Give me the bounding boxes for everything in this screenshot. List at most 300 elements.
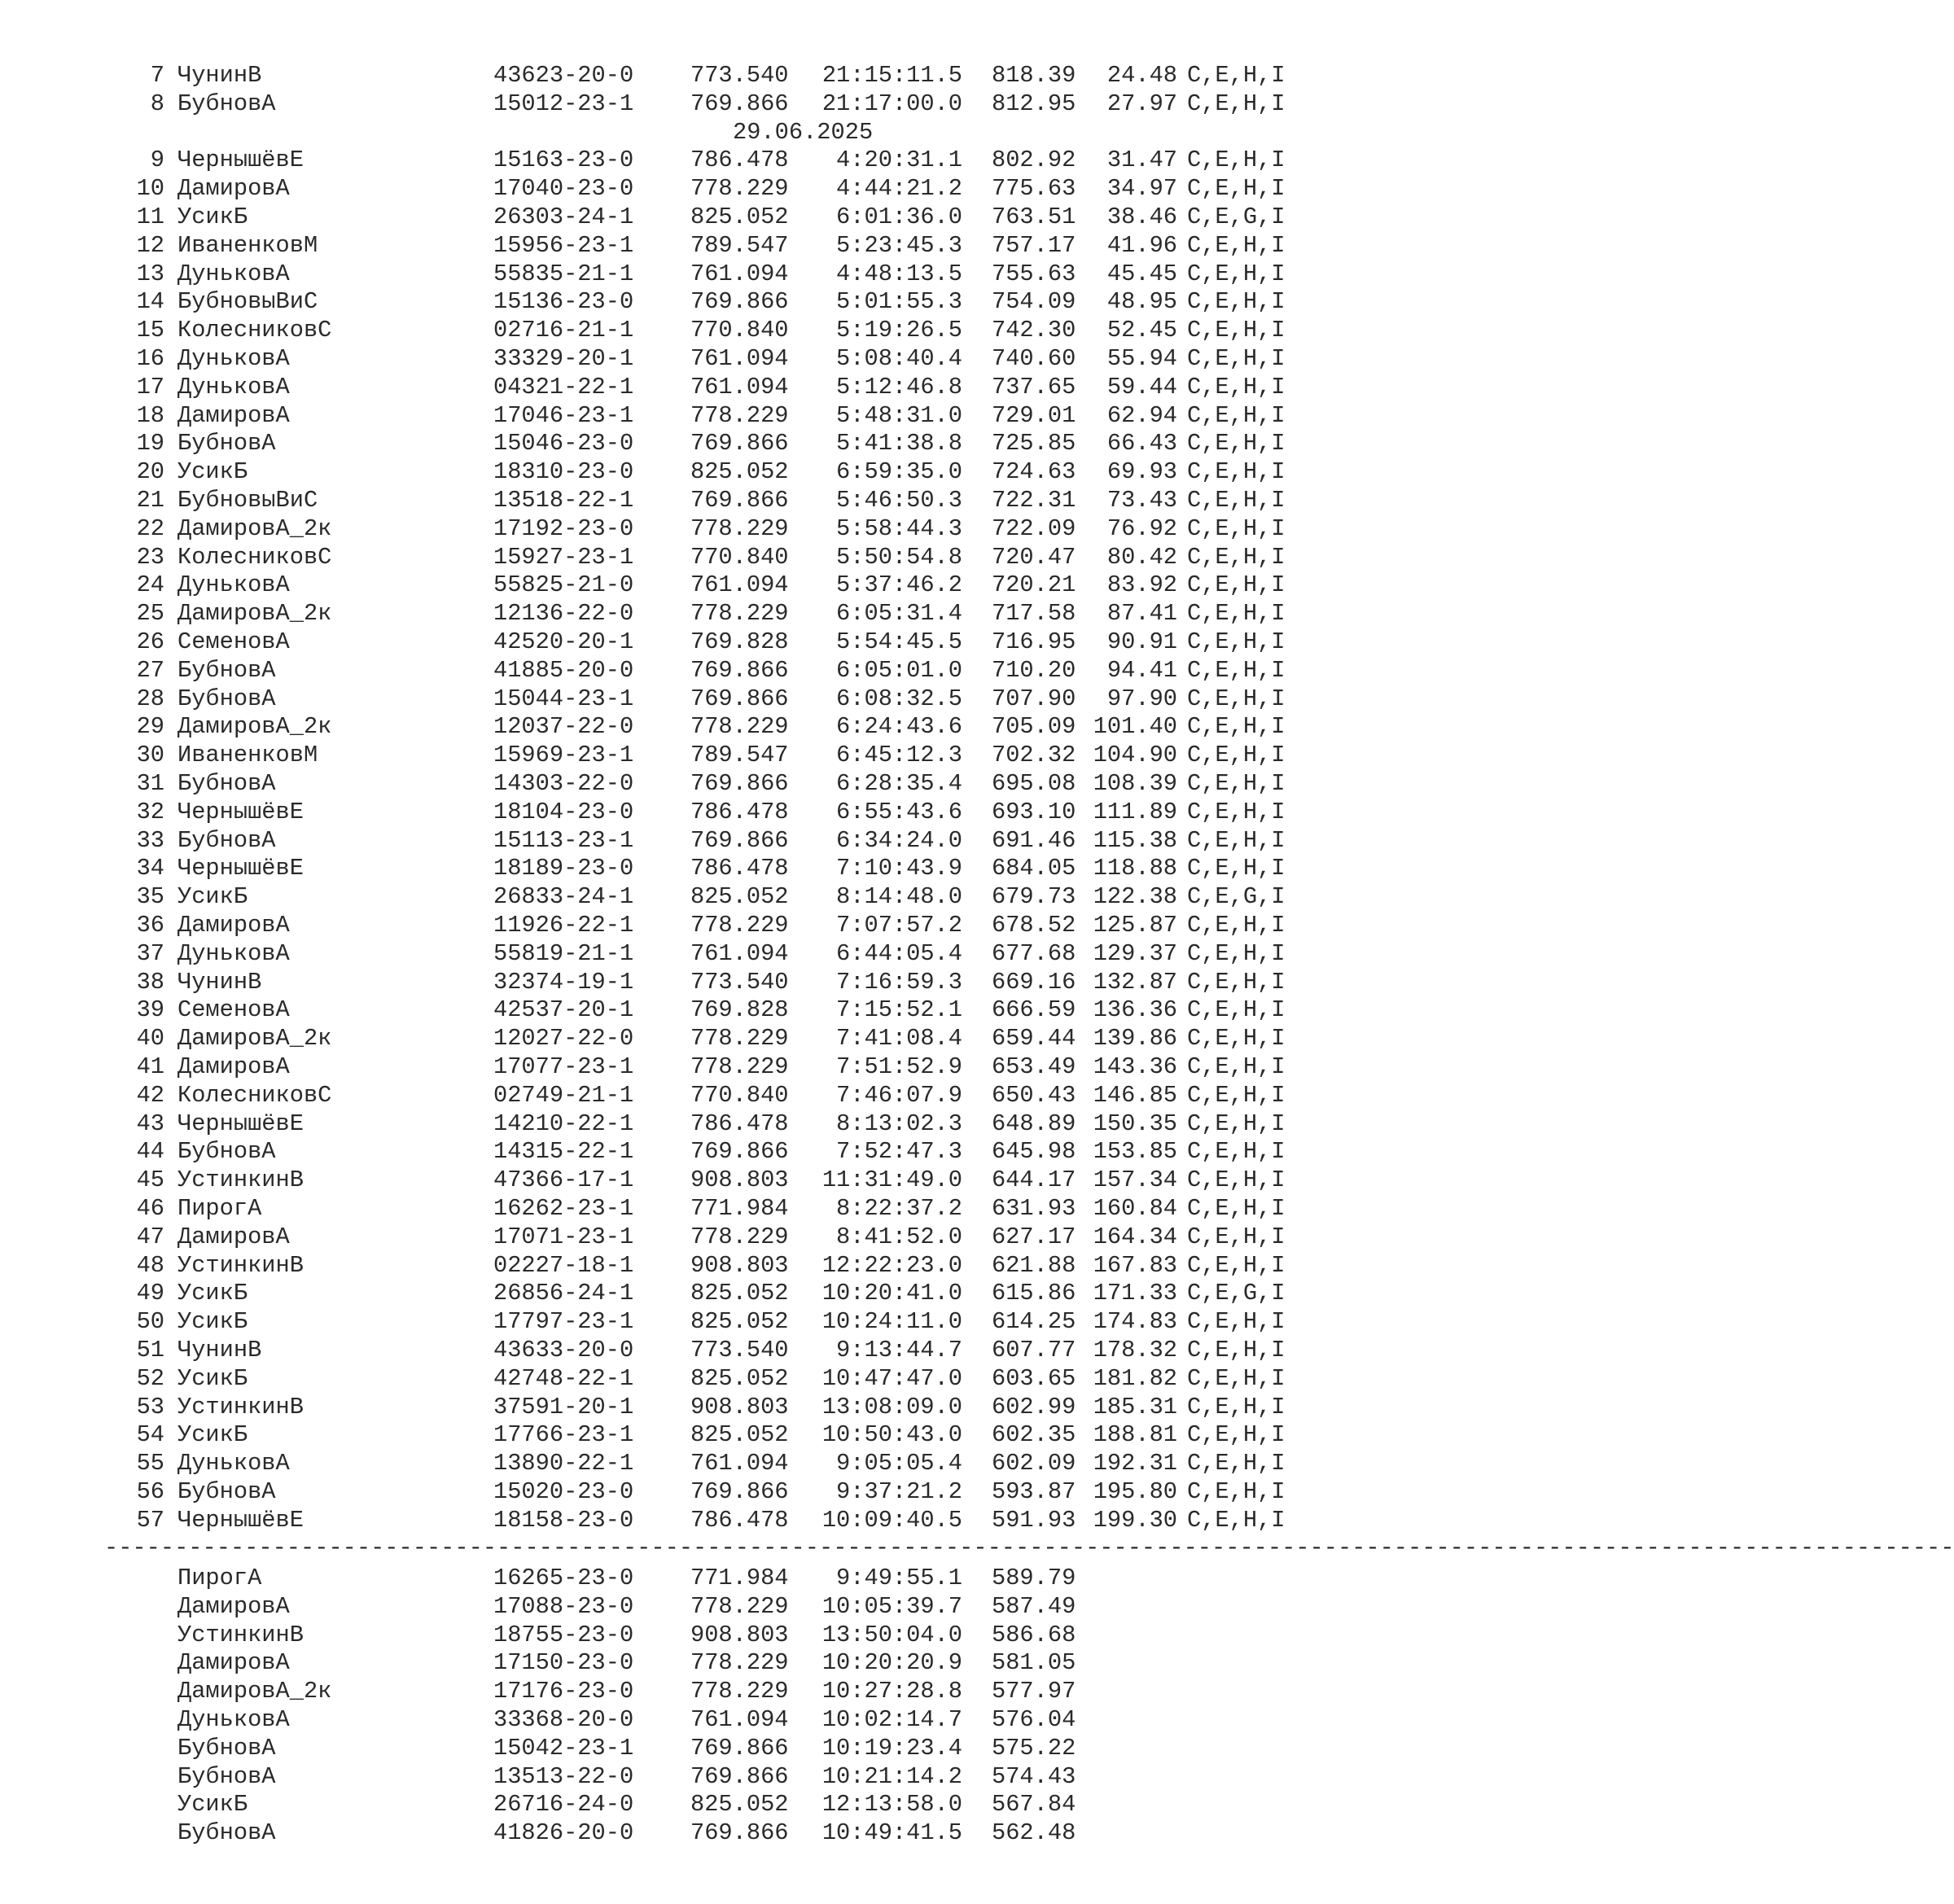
owner-name: ЧернышёвЕ xyxy=(177,1506,304,1534)
coefficient: 83.92 xyxy=(1106,571,1177,599)
flags: C,E,H,I xyxy=(1187,996,1286,1024)
speed: 581.05 xyxy=(992,1649,1076,1677)
flags: C,E,H,I xyxy=(1187,430,1286,457)
speed: 702.32 xyxy=(992,742,1076,769)
distance: 778.229 xyxy=(690,175,789,203)
ring-number: 41885-20-0 xyxy=(493,656,634,684)
speed: 725.85 xyxy=(992,430,1076,457)
place-number: 53 xyxy=(136,1393,164,1420)
distance: 908.803 xyxy=(690,1621,789,1648)
speed: 587.49 xyxy=(992,1592,1076,1620)
coefficient: 136.36 xyxy=(1093,996,1177,1024)
flags: C,E,H,I xyxy=(1187,401,1286,429)
place-number: 19 xyxy=(136,430,164,457)
arrival-time: 10:05:39.7 xyxy=(821,1592,962,1620)
place-number: 54 xyxy=(136,1421,164,1449)
arrival-time: 10:47:47.0 xyxy=(821,1364,962,1392)
speed: 614.25 xyxy=(992,1308,1076,1336)
ring-number: 15956-23-1 xyxy=(493,231,634,259)
ring-number: 17088-23-0 xyxy=(493,1592,634,1620)
ring-number: 55819-21-1 xyxy=(493,939,634,967)
arrival-time: 8:41:52.0 xyxy=(836,1223,962,1250)
distance: 825.052 xyxy=(690,204,789,230)
speed: 775.63 xyxy=(992,175,1076,203)
flags: C,E,H,I xyxy=(1187,1081,1286,1109)
separator-line: ------------------------------------------------------------------------------------------------------------------------------------ xyxy=(104,1534,1954,1561)
arrival-time: 5:37:46.2 xyxy=(836,571,962,599)
ring-number: 15136-23-0 xyxy=(493,288,634,316)
ring-number: 12037-22-0 xyxy=(493,713,634,741)
owner-name: УсикБ xyxy=(177,1421,248,1449)
arrival-time: 7:10:43.9 xyxy=(836,855,962,882)
distance: 786.478 xyxy=(690,1110,789,1137)
coefficient: 178.32 xyxy=(1093,1337,1177,1363)
place-number: 36 xyxy=(136,912,164,939)
ring-number: 18755-23-0 xyxy=(493,1621,634,1648)
coefficient: 41.96 xyxy=(1106,231,1177,259)
distance: 786.478 xyxy=(690,798,789,825)
owner-name: БубновА xyxy=(177,656,276,684)
flags: C,E,G,I xyxy=(1187,1280,1286,1307)
ring-number: 13518-22-1 xyxy=(493,487,634,514)
coefficient: 27.97 xyxy=(1106,90,1177,117)
distance: 761.094 xyxy=(690,1450,789,1477)
place-number: 21 xyxy=(136,487,164,514)
coefficient: 160.84 xyxy=(1093,1195,1177,1222)
owner-name: БубновА xyxy=(177,770,276,797)
speed: 603.65 xyxy=(992,1364,1076,1392)
flags: C,E,H,I xyxy=(1187,939,1286,967)
place-number: 46 xyxy=(136,1195,164,1222)
ring-number: 18310-23-0 xyxy=(493,458,634,486)
speed: 574.43 xyxy=(992,1762,1076,1790)
place-number: 43 xyxy=(136,1110,164,1137)
arrival-time: 5:23:45.3 xyxy=(836,231,962,259)
arrival-time: 10:19:23.4 xyxy=(821,1734,962,1762)
place-number: 16 xyxy=(136,345,164,372)
coefficient: 195.80 xyxy=(1093,1478,1177,1505)
place-number: 9 xyxy=(150,147,164,174)
arrival-time: 13:08:09.0 xyxy=(821,1393,962,1420)
distance: 770.840 xyxy=(690,317,789,344)
distance: 771.984 xyxy=(690,1195,789,1222)
flags: C,E,H,I xyxy=(1187,628,1286,655)
owner-name: ДамировА xyxy=(177,912,290,939)
ring-number: 17077-23-1 xyxy=(493,1053,634,1080)
owner-name: ДуньковА xyxy=(177,373,290,400)
coefficient: 164.34 xyxy=(1093,1223,1177,1250)
place-number: 24 xyxy=(136,571,164,599)
coefficient: 171.33 xyxy=(1093,1280,1177,1307)
coefficient: 157.34 xyxy=(1093,1166,1177,1194)
speed: 621.88 xyxy=(992,1251,1076,1279)
flags: C,E,H,I xyxy=(1187,770,1286,797)
speed: 644.17 xyxy=(992,1166,1076,1194)
speed: 720.47 xyxy=(992,543,1076,571)
arrival-time: 7:16:59.3 xyxy=(836,968,962,996)
place-number: 50 xyxy=(136,1308,164,1336)
speed: 742.30 xyxy=(992,317,1076,344)
owner-name: ПирогА xyxy=(177,1565,262,1591)
place-number: 34 xyxy=(136,855,164,882)
arrival-time: 9:13:44.7 xyxy=(836,1337,962,1363)
place-number: 23 xyxy=(136,543,164,571)
coefficient: 24.48 xyxy=(1106,62,1177,89)
flags: C,E,H,I xyxy=(1187,1337,1286,1363)
distance: 773.540 xyxy=(690,62,789,89)
speed: 707.90 xyxy=(992,685,1076,712)
owner-name: БубновыВиС xyxy=(177,487,318,514)
owner-name: УсикБ xyxy=(177,1280,248,1307)
coefficient: 52.45 xyxy=(1106,317,1177,344)
coefficient: 31.47 xyxy=(1106,147,1177,174)
speed: 607.77 xyxy=(992,1337,1076,1363)
coefficient: 132.87 xyxy=(1093,968,1177,996)
arrival-time: 6:45:12.3 xyxy=(836,742,962,769)
flags: C,E,H,I xyxy=(1187,1478,1286,1505)
speed: 562.48 xyxy=(992,1819,1076,1847)
distance: 773.540 xyxy=(690,968,789,996)
arrival-time: 6:08:32.5 xyxy=(836,685,962,712)
ring-number: 12027-22-0 xyxy=(493,1025,634,1053)
coefficient: 55.94 xyxy=(1106,345,1177,372)
place-number: 55 xyxy=(136,1450,164,1477)
owner-name: УсикБ xyxy=(177,883,248,911)
speed: 717.58 xyxy=(992,600,1076,628)
coefficient: 34.97 xyxy=(1106,175,1177,203)
arrival-time: 6:24:43.6 xyxy=(836,713,962,741)
arrival-time: 6:59:35.0 xyxy=(836,458,962,486)
flags: C,E,H,I xyxy=(1187,742,1286,769)
coefficient: 125.87 xyxy=(1093,912,1177,939)
arrival-time: 6:01:36.0 xyxy=(836,204,962,230)
flags: C,E,H,I xyxy=(1187,798,1286,825)
speed: 802.92 xyxy=(992,147,1076,174)
arrival-time: 5:50:54.8 xyxy=(836,543,962,571)
flags: C,E,H,I xyxy=(1187,1393,1286,1420)
owner-name: ДамировА_2к xyxy=(177,514,332,542)
flags: C,E,H,I xyxy=(1187,458,1286,486)
speed: 679.73 xyxy=(992,883,1076,911)
ring-number: 15020-23-0 xyxy=(493,1478,634,1505)
place-number: 28 xyxy=(136,685,164,712)
speed: 716.95 xyxy=(992,628,1076,655)
place-number: 15 xyxy=(136,317,164,344)
ring-number: 43633-20-0 xyxy=(493,1337,634,1363)
place-number: 31 xyxy=(136,770,164,797)
owner-name: КолесниковС xyxy=(177,1081,332,1109)
speed: 659.44 xyxy=(992,1025,1076,1053)
coefficient: 104.90 xyxy=(1093,742,1177,769)
distance: 761.094 xyxy=(690,260,789,287)
place-number: 39 xyxy=(136,996,164,1024)
speed: 653.49 xyxy=(992,1053,1076,1080)
distance: 825.052 xyxy=(690,883,789,911)
place-number: 45 xyxy=(136,1166,164,1194)
coefficient: 62.94 xyxy=(1106,401,1177,429)
owner-name: ДамировА xyxy=(177,1649,290,1677)
owner-name: УсикБ xyxy=(177,204,248,230)
speed: 577.97 xyxy=(992,1678,1076,1705)
speed: 693.10 xyxy=(992,798,1076,825)
flags: C,E,H,I xyxy=(1187,317,1286,344)
place-number: 42 xyxy=(136,1081,164,1109)
arrival-time: 10:21:14.2 xyxy=(821,1762,962,1790)
coefficient: 48.95 xyxy=(1106,288,1177,316)
coefficient: 73.43 xyxy=(1106,487,1177,514)
arrival-time: 8:14:48.0 xyxy=(836,883,962,911)
arrival-time: 6:28:35.4 xyxy=(836,770,962,797)
distance: 769.866 xyxy=(690,90,789,117)
distance: 786.478 xyxy=(690,855,789,882)
ring-number: 42520-20-1 xyxy=(493,628,634,655)
flags: C,E,H,I xyxy=(1187,90,1286,117)
coefficient: 108.39 xyxy=(1093,770,1177,797)
place-number: 26 xyxy=(136,628,164,655)
speed: 720.21 xyxy=(992,571,1076,599)
distance: 769.866 xyxy=(690,685,789,712)
flags: C,E,H,I xyxy=(1187,288,1286,316)
place-number: 51 xyxy=(136,1337,164,1363)
flags: C,E,H,I xyxy=(1187,826,1286,854)
arrival-time: 5:12:46.8 xyxy=(836,373,962,400)
owner-name: ДуньковА xyxy=(177,939,290,967)
distance: 825.052 xyxy=(690,1421,789,1449)
owner-name: ЧернышёвЕ xyxy=(177,798,304,825)
arrival-time: 4:20:31.1 xyxy=(836,147,962,174)
distance: 778.229 xyxy=(690,713,789,741)
arrival-time: 5:58:44.3 xyxy=(836,514,962,542)
owner-name: БубновА xyxy=(177,1762,276,1790)
coefficient: 59.44 xyxy=(1106,373,1177,400)
flags: C,E,H,I xyxy=(1187,345,1286,372)
flags: C,E,H,I xyxy=(1187,685,1286,712)
flags: C,E,H,I xyxy=(1187,1308,1286,1336)
arrival-time: 7:41:08.4 xyxy=(836,1025,962,1053)
place-number: 47 xyxy=(136,1223,164,1250)
speed: 740.60 xyxy=(992,345,1076,372)
speed: 677.68 xyxy=(992,939,1076,967)
distance: 778.229 xyxy=(690,514,789,542)
place-number: 52 xyxy=(136,1364,164,1392)
ring-number: 33329-20-1 xyxy=(493,345,634,372)
arrival-time: 7:07:57.2 xyxy=(836,912,962,939)
arrival-time: 10:49:41.5 xyxy=(821,1819,962,1847)
flags: C,E,H,I xyxy=(1187,1195,1286,1222)
distance: 769.866 xyxy=(690,1478,789,1505)
flags: C,E,H,I xyxy=(1187,1025,1286,1053)
coefficient: 181.82 xyxy=(1093,1364,1177,1392)
flags: C,E,H,I xyxy=(1187,260,1286,287)
place-number: 17 xyxy=(136,373,164,400)
ring-number: 13890-22-1 xyxy=(493,1450,634,1477)
distance: 761.094 xyxy=(690,345,789,372)
owner-name: УсикБ xyxy=(177,1364,248,1392)
owner-name: ЧернышёвЕ xyxy=(177,1110,304,1137)
distance: 769.866 xyxy=(690,1762,789,1790)
owner-name: ЧернышёвЕ xyxy=(177,855,304,882)
speed: 602.35 xyxy=(992,1421,1076,1449)
coefficient: 90.91 xyxy=(1106,628,1177,655)
place-number: 14 xyxy=(136,288,164,316)
arrival-time: 4:48:13.5 xyxy=(836,260,962,287)
distance: 778.229 xyxy=(690,600,789,628)
distance: 908.803 xyxy=(690,1393,789,1420)
speed: 710.20 xyxy=(992,656,1076,684)
ring-number: 26856-24-1 xyxy=(493,1280,634,1307)
coefficient: 167.83 xyxy=(1093,1251,1177,1279)
arrival-time: 5:48:31.0 xyxy=(836,401,962,429)
flags: C,E,G,I xyxy=(1187,204,1286,230)
coefficient: 115.38 xyxy=(1093,826,1177,854)
owner-name: СеменовА xyxy=(177,996,290,1024)
place-number: 18 xyxy=(136,401,164,429)
owner-name: СеменовА xyxy=(177,628,290,655)
coefficient: 118.88 xyxy=(1093,855,1177,882)
ring-number: 15927-23-1 xyxy=(493,543,634,571)
flags: C,E,H,I xyxy=(1187,1053,1286,1080)
owner-name: ДуньковА xyxy=(177,571,290,599)
speed: 591.93 xyxy=(992,1506,1076,1534)
distance: 908.803 xyxy=(690,1251,789,1279)
arrival-time: 10:02:14.7 xyxy=(821,1706,962,1733)
speed: 575.22 xyxy=(992,1734,1076,1762)
owner-name: ДамировА_2к xyxy=(177,1678,332,1705)
flags: C,E,H,I xyxy=(1187,1251,1286,1279)
flags: C,E,H,I xyxy=(1187,855,1286,882)
flags: C,E,G,I xyxy=(1187,883,1286,911)
distance: 769.866 xyxy=(690,1819,789,1847)
speed: 724.63 xyxy=(992,458,1076,486)
distance: 786.478 xyxy=(690,1506,789,1534)
distance: 769.866 xyxy=(690,656,789,684)
place-number: 13 xyxy=(136,260,164,287)
arrival-time: 12:13:58.0 xyxy=(821,1791,962,1819)
coefficient: 111.89 xyxy=(1093,798,1177,825)
flags: C,E,H,I xyxy=(1187,175,1286,203)
coefficient: 146.85 xyxy=(1093,1081,1177,1109)
arrival-time: 13:50:04.0 xyxy=(821,1621,962,1648)
speed: 669.16 xyxy=(992,968,1076,996)
ring-number: 11926-22-1 xyxy=(493,912,634,939)
ring-number: 17040-23-0 xyxy=(493,175,634,203)
arrival-time: 8:22:37.2 xyxy=(836,1195,962,1222)
coefficient: 150.35 xyxy=(1093,1110,1177,1137)
speed: 576.04 xyxy=(992,1706,1076,1733)
distance: 769.866 xyxy=(690,770,789,797)
owner-name: УстинкинВ xyxy=(177,1166,304,1194)
speed: 586.68 xyxy=(992,1621,1076,1648)
owner-name: ДуньковА xyxy=(177,1450,290,1477)
owner-name: БубновА xyxy=(177,90,276,117)
flags: C,E,H,I xyxy=(1187,1110,1286,1137)
ring-number: 26303-24-1 xyxy=(493,204,634,230)
arrival-time: 5:08:40.4 xyxy=(836,345,962,372)
speed: 705.09 xyxy=(992,713,1076,741)
flags: C,E,H,I xyxy=(1187,656,1286,684)
arrival-time: 10:20:41.0 xyxy=(821,1280,962,1307)
ring-number: 18158-23-0 xyxy=(493,1506,634,1534)
place-number: 20 xyxy=(136,458,164,486)
flags: C,E,H,I xyxy=(1187,968,1286,996)
owner-name: ДуньковА xyxy=(177,1706,290,1733)
owner-name: БубновА xyxy=(177,1478,276,1505)
place-number: 48 xyxy=(136,1251,164,1279)
owner-name: ЧунинВ xyxy=(177,1337,262,1363)
owner-name: ДамировА_2к xyxy=(177,600,332,628)
ring-number: 12136-22-0 xyxy=(493,600,634,628)
flags: C,E,H,I xyxy=(1187,571,1286,599)
speed: 722.31 xyxy=(992,487,1076,514)
ring-number: 16265-23-0 xyxy=(493,1565,634,1591)
ring-number: 15113-23-1 xyxy=(493,826,634,854)
flags: C,E,H,I xyxy=(1187,62,1286,89)
ring-number: 15969-23-1 xyxy=(493,742,634,769)
ring-number: 17766-23-1 xyxy=(493,1421,634,1449)
place-number: 22 xyxy=(136,514,164,542)
speed: 757.17 xyxy=(992,231,1076,259)
owner-name: УстинкинВ xyxy=(177,1251,304,1279)
date-separator: 29.06.2025 xyxy=(733,119,874,146)
speed: 631.93 xyxy=(992,1195,1076,1222)
distance: 773.540 xyxy=(690,1337,789,1363)
owner-name: ЧунинВ xyxy=(177,968,262,996)
distance: 908.803 xyxy=(690,1166,789,1194)
coefficient: 87.41 xyxy=(1106,600,1177,628)
place-number: 35 xyxy=(136,883,164,911)
owner-name: ПирогА xyxy=(177,1195,262,1222)
coefficient: 192.31 xyxy=(1093,1450,1177,1477)
place-number: 49 xyxy=(136,1280,164,1307)
distance: 769.828 xyxy=(690,996,789,1024)
owner-name: ДамировА_2к xyxy=(177,1025,332,1053)
speed: 593.87 xyxy=(992,1478,1076,1505)
distance: 778.229 xyxy=(690,1649,789,1677)
ring-number: 18189-23-0 xyxy=(493,855,634,882)
speed: 666.59 xyxy=(992,996,1076,1024)
owner-name: ДуньковА xyxy=(177,260,290,287)
speed: 729.01 xyxy=(992,401,1076,429)
place-number: 41 xyxy=(136,1053,164,1080)
ring-number: 14210-22-1 xyxy=(493,1110,634,1137)
speed: 602.09 xyxy=(992,1450,1076,1477)
coefficient: 97.90 xyxy=(1106,685,1177,712)
ring-number: 02716-21-1 xyxy=(493,317,634,344)
coefficient: 199.30 xyxy=(1093,1506,1177,1534)
speed: 648.89 xyxy=(992,1110,1076,1137)
distance: 761.094 xyxy=(690,1706,789,1733)
ring-number: 17046-23-1 xyxy=(493,401,634,429)
distance: 778.229 xyxy=(690,912,789,939)
distance: 778.229 xyxy=(690,1678,789,1705)
ring-number: 14303-22-0 xyxy=(493,770,634,797)
ring-number: 13513-22-0 xyxy=(493,1762,634,1790)
distance: 789.547 xyxy=(690,231,789,259)
distance: 769.866 xyxy=(690,1138,789,1166)
distance: 825.052 xyxy=(690,1280,789,1307)
flags: C,E,H,I xyxy=(1187,231,1286,259)
speed: 615.86 xyxy=(992,1280,1076,1307)
arrival-time: 8:13:02.3 xyxy=(836,1110,962,1137)
arrival-time: 12:22:23.0 xyxy=(821,1251,962,1279)
owner-name: УстинкинВ xyxy=(177,1393,304,1420)
arrival-time: 21:15:11.5 xyxy=(821,62,962,89)
ring-number: 26716-24-0 xyxy=(493,1791,634,1819)
place-number: 8 xyxy=(150,90,164,117)
coefficient: 76.92 xyxy=(1106,514,1177,542)
arrival-time: 7:15:52.1 xyxy=(836,996,962,1024)
ring-number: 47366-17-1 xyxy=(493,1166,634,1194)
